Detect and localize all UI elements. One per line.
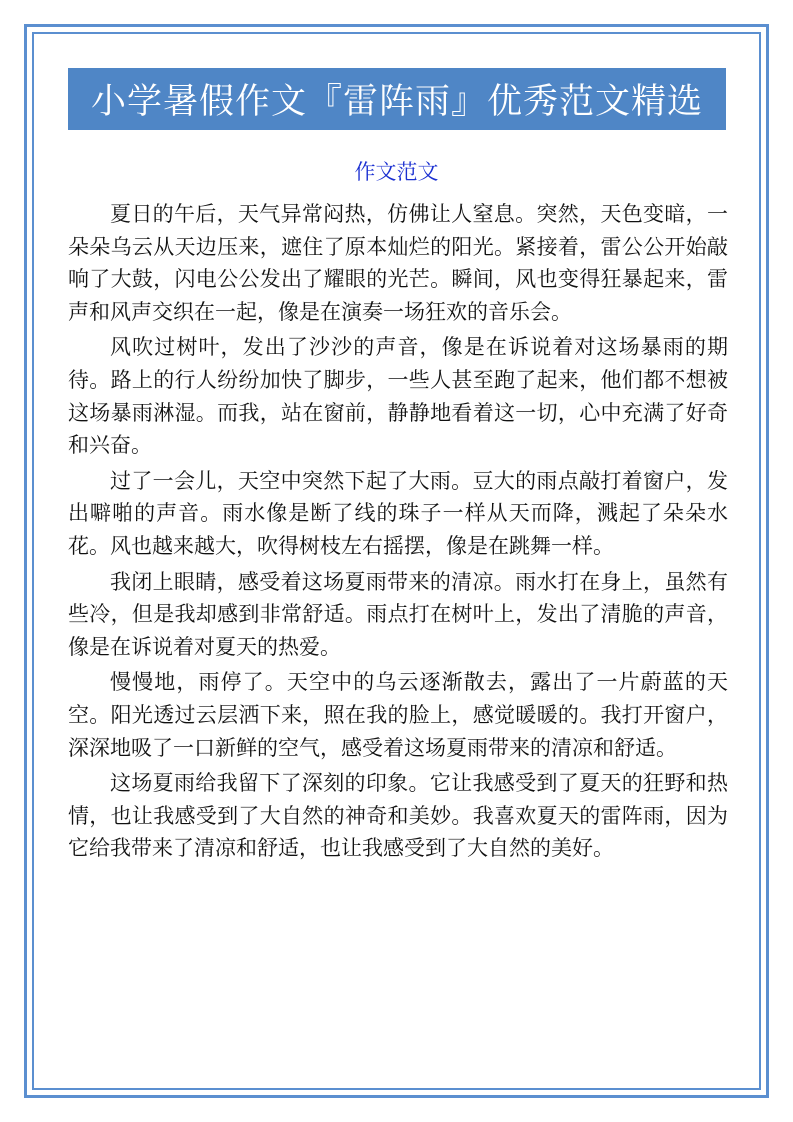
paragraph-3: 过了一会儿，天空中突然下起了大雨。豆大的雨点敲打着窗户，发出噼啪的声音。雨水像是断了线的珠子一样从天而降，溅起了朵朵水花。风也越来越大，吹得树枝左右摇摆，像是在跳舞一样。 bbox=[68, 468, 728, 558]
page-title: 小学暑假作文『雷阵雨』优秀范文精选 bbox=[90, 82, 703, 122]
title-banner bbox=[68, 68, 726, 130]
section-heading: 作文范文 bbox=[354, 160, 439, 184]
paragraph-4: 我闭上眼睛，感受着这场夏雨带来的清凉。雨水打在身上，虽然有些冷，但是我却感到非常舒适。雨点打在树叶上，发出了清脆的声音，像是在诉说着对夏天的热爱。 bbox=[68, 569, 728, 659]
paragraph-6: 这场夏雨给我留下了深刻的印象。它让我感受到了夏天的狂野和热情，也让我感受到了大自然的神奇和美妙。我喜欢夏天的雷阵雨，因为它给我带来了清凉和舒适，也让我感受到了大自然的美好。 bbox=[68, 771, 728, 861]
paragraph-1: 夏日的午后，天气异常闷热，仿佛让人窒息。突然，天色变暗，一朵朵乌云从天边压来，遮住了原本灿烂的阳光。紧接着，雷公公开始敲响了大鼓，闪电公公发出了耀眼的光芒。瞬间，风也变得狂暴起来，雷声和风声交织在一起，像是在演奏一场狂欢的音乐会。 bbox=[68, 202, 728, 324]
paragraph-5: 慢慢地，雨停了。天空中的乌云逐渐散去，露出了一片蔚蓝的天空。阳光透过云层洒下来，照在我的脸上，感觉暖暖的。我打开窗户，深深地吸了一口新鲜的空气，感受着这场夏雨带来的清凉和舒适。 bbox=[68, 670, 728, 760]
paragraph-2: 风吹过树叶，发出了沙沙的声音，像是在诉说着对这场暴雨的期待。路上的行人纷纷加快了脚步，一些人甚至跑了起来，他们都不想被这场暴雨淋湿。而我，站在窗前，静静地看着这一切，心中充满了好奇和兴奋。 bbox=[68, 335, 728, 458]
essay-body bbox=[68, 198, 728, 868]
